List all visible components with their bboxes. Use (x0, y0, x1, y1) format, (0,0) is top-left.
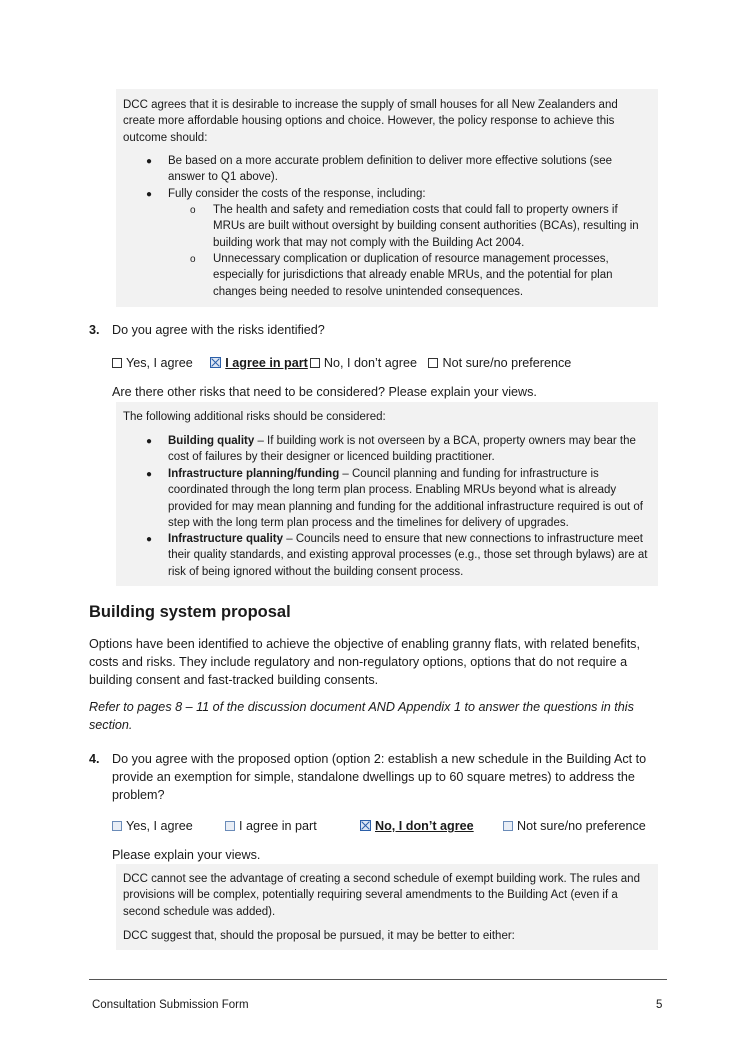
box1-intro: DCC agrees that it is desirable to increase the supply of small houses for all New Zealanders and create more affordable housing options and choice. However, the policy response to achieve this outcome should: (123, 99, 618, 144)
box1-sub-bullet-1: The health and safety and remediation costs that could fall to property owners if MRUs are built without oversight by building consent authorities (BCAs), resulting in building work that may not comply with the Building Act 2004. (213, 204, 639, 249)
question-4-text: Do you agree with the proposed option (option 2: establish a new schedule in the Building Act to provide an exemption for simple, standalone dwellings up to 60 square metres) to address the problem? (112, 752, 647, 802)
box1-bullet-2: Fully consider the costs of the response, including: (168, 188, 426, 200)
question-3-number: 3. (89, 323, 100, 337)
question-4-followup: Please explain your views. (112, 848, 261, 862)
circle-bullet-icon: o (190, 205, 196, 216)
bullet-icon: ● (146, 189, 153, 200)
checkbox-icon[interactable] (503, 821, 513, 831)
section-refer-note: Refer to pages 8 – 11 of the discussion document AND Appendix 1 to answer the questions in this section. (89, 700, 634, 732)
question-4-number: 4. (89, 752, 100, 766)
q4-option-no[interactable]: No, I don’t agree (360, 817, 474, 835)
q3-option-yes[interactable]: Yes, I agree (112, 356, 193, 370)
checkbox-icon[interactable] (112, 358, 122, 368)
box2-intro: The following additional risks should be considered: (123, 411, 386, 423)
checkbox-icon[interactable] (428, 358, 438, 368)
bullet-icon: ● (146, 534, 153, 545)
bullet-icon: ● (146, 436, 153, 447)
page-number: 5 (656, 999, 663, 1011)
bullet-icon: ● (146, 156, 153, 167)
bullet-icon: ● (146, 469, 153, 480)
checkbox-icon[interactable] (112, 821, 122, 831)
box3-paragraph-2: DCC suggest that, should the proposal be pursued, it may be better to either: (123, 930, 515, 942)
box2-item-1: Building quality – If building work is not overseen by a BCA, property owners may bear the cost of failures by their designer or licenced building practitioner. (168, 435, 636, 464)
checkbox-icon[interactable] (310, 358, 320, 368)
box2-item-3: Infrastructure quality – Councils need to ensure that new connections to infrastructure meet their quality standards, and existing approval processes (e.g., those set through bylaws) are at risk of being ignored without the building consent process. (168, 533, 648, 578)
checked-checkbox-icon[interactable] (210, 357, 221, 368)
question-3-followup: Are there other risks that need to be considered? Please explain your views. (112, 385, 537, 399)
footer-title: Consultation Submission Form (92, 999, 249, 1011)
q3-option-part[interactable]: I agree in part (210, 356, 308, 370)
circle-bullet-icon: o (190, 254, 196, 265)
box2-item-2: Infrastructure planning/funding – Council planning and funding for infrastructure is coordinated through the long term plan process. Enabling MRUs beyond what is already provided for may mean planning and funding for the additional infrastructure required is out of step with the long term plan process and the timelines for delivery of upgrades. (168, 468, 643, 529)
q4-option-notsure[interactable]: Not sure/no preference (503, 817, 646, 835)
footer-divider (89, 979, 667, 980)
q4-option-yes[interactable]: Yes, I agree (112, 817, 193, 835)
box3-paragraph-1: DCC cannot see the advantage of creating a second schedule of exempt building work. The rules and provisions will be complex, potentially requiring several amendments to the Building Act (even if a second schedule was added). (123, 873, 640, 918)
q3-option-notsure[interactable]: Not sure/no preference (428, 356, 571, 370)
q3-option-no[interactable]: No, I don’t agree (308, 356, 417, 370)
question-3-text: Do you agree with the risks identified? (112, 323, 325, 337)
q4-option-part[interactable]: I agree in part (225, 817, 317, 835)
question-3-options (112, 354, 571, 372)
checked-checkbox-icon[interactable] (360, 820, 371, 831)
section-heading: Building system proposal (89, 603, 291, 621)
section-paragraph: Options have been identified to achieve the objective of enabling granny flats, with related benefits, costs and risks. They include regulatory and non-regulatory options, options that do not require a building consent and fast-tracked building consents. (89, 637, 640, 687)
box1-sub-bullet-2: Unnecessary complication or duplication of resource management processes, especially for jurisdictions that already enable MRUs, and the potential for plan changes being needed to resolve unintended consequences. (213, 253, 613, 298)
box1-bullet-1: Be based on a more accurate problem definition to deliver more effective solutions (see answer to Q1 above). (168, 155, 613, 184)
checkbox-icon[interactable] (225, 821, 235, 831)
